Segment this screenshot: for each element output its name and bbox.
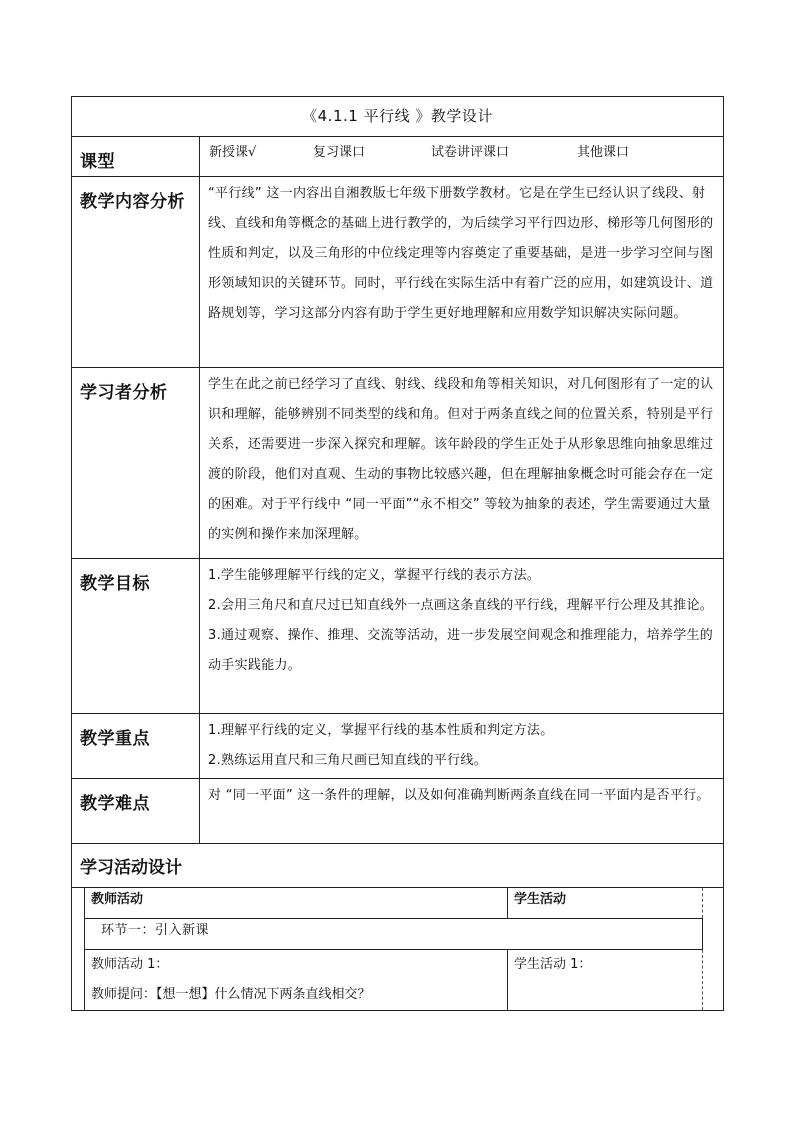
student-activity-1: 学生活动 1： [508, 950, 703, 1011]
course-type-row [72, 137, 724, 177]
objective-item: 3.通过观察、操作、推理、交流等活动，进一步发展空间观念和推理能力，培养学生的动手实践能力。 [208, 628, 714, 673]
lesson-plan-sheet [71, 96, 723, 1011]
objective-item: 2.会用三角尺和直尺过已知直线外一点画这条直线的平行线，理解平行公理及其推论。 [208, 598, 714, 613]
option-review-lesson: 复习课口 [313, 145, 366, 160]
key-points-label: 教学重点 [72, 714, 200, 779]
option-exam-review: 试卷讲评课口 [431, 145, 510, 160]
content-analysis-text: “平行线” 这一内容出自湘教版七年级下册数学教材。它是在学生已经认识了线段、射线、直线和角等概念的基础上进行教学的，为后续学习平行四边形、梯形等几何图形的性质和判定，以及三角形的中位线定理等内容奠定了重要基础，是进一步学习空间与图形领域知识的关键环节。同时，平行线在实际生活中有着广泛的应用，如建筑设计、道路规划等，学习这部分内容有助于学生更好地理解和应用数学知识解决实际问题。 [200, 177, 724, 368]
student-activity-header: 学生活动 [508, 888, 703, 919]
teacher-question: 教师提问：【想一想】什么情况下两条直线相交？ [91, 987, 371, 1002]
objectives-label: 教学目标 [72, 559, 200, 714]
difficulties-label: 教学难点 [72, 779, 200, 844]
objectives-row [72, 559, 724, 714]
learner-analysis-text: 学生在此之前已经学习了直线、射线、线段和角等相关知识，对几何图形有了一定的认识和理解，能够辨别不同类型的线和角。但对于两条直线之间的位置关系，特别是平行关系，还需要进一步深入探究和理解。该年龄段的学生正处于从形象思维向抽象思维过渡的阶段，他们对直观、生动的事物比较感兴趣，但在理解抽象概念时可能会存在一定的困难。对于平行线中 “同一平面”“永不相交” 等较为抽象的表述，学生需要通过大量的实例和操作来加深理解。 [200, 368, 724, 559]
course-type-label: 课型 [72, 137, 200, 177]
content-analysis-row [72, 177, 724, 368]
document-title: 《4.1.1 平行线 》教学设计 [72, 97, 724, 137]
content-analysis-label: 教学内容分析 [72, 177, 200, 368]
segment-heading: 环节一：引入新课 [85, 919, 703, 950]
teacher-activity-1: 教师活动 1： [91, 957, 169, 972]
key-point-item: 1.理解平行线的定义，掌握平行线的基本性质和判定方法。 [208, 723, 554, 738]
key-points-row [72, 714, 724, 779]
option-other: 其他课口 [577, 145, 630, 160]
course-type-options [200, 137, 723, 169]
activity-design-heading: 学习活动设计 [72, 844, 724, 888]
difficulties-row [72, 779, 724, 844]
difficulties-text: 对 “同一平面” 这一条件的理解，以及如何准确判断两条直线在同一平面内是否平行。 [200, 779, 724, 844]
lesson-plan-table [71, 96, 724, 1011]
learner-analysis-row [72, 368, 724, 559]
activity-table [84, 888, 703, 1010]
option-new-lesson: 新授课√ [209, 145, 257, 160]
learner-analysis-label: 学习者分析 [72, 368, 200, 559]
key-point-item: 2.熟练运用直尺和三角尺画已知直线的平行线。 [208, 753, 488, 768]
teacher-activity-header: 教师活动 [85, 888, 508, 919]
activity-table-wrapper [72, 888, 724, 1011]
objective-item: 1.学生能够理解平行线的定义，掌握平行线的表示方法。 [208, 568, 541, 583]
